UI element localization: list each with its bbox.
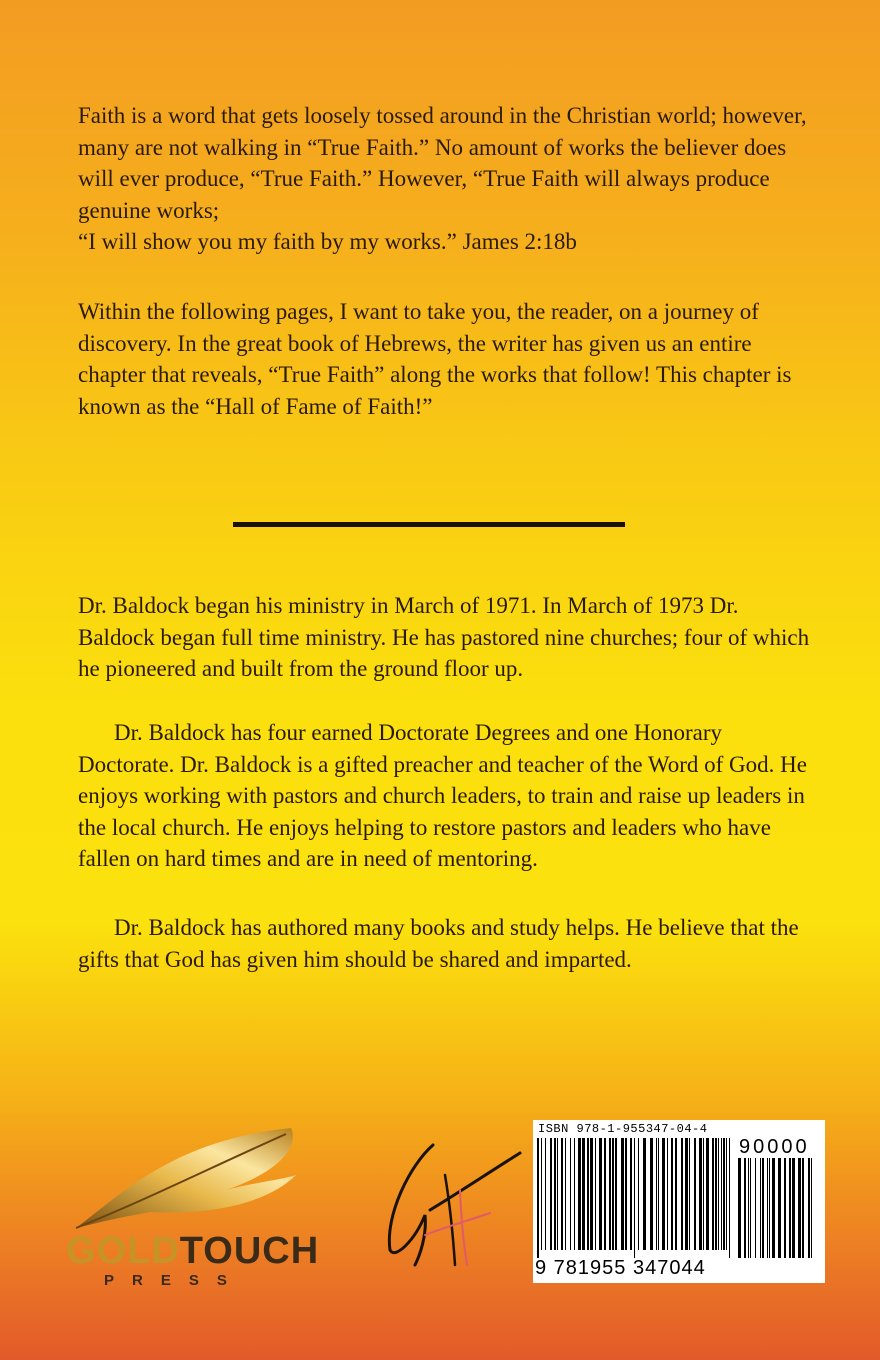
barcode-bar (760, 1158, 761, 1258)
barcode-bar (643, 1138, 646, 1250)
barcode-bar (750, 1158, 751, 1258)
isbn-barcode (533, 1120, 825, 1283)
barcode-bar (554, 1138, 556, 1250)
barcode-bar (615, 1138, 617, 1250)
barcode-bar (738, 1158, 741, 1258)
blurb-text-1: Faith is a word that gets loosely tossed around in the Christian world; however, many are not walking in “True Faith.” No amount of works the believer does will ever produce, “True Faith.” However, “True Faith will always produce genuine works; (78, 103, 807, 223)
barcode-bar (772, 1158, 775, 1258)
barcode-bar (784, 1158, 786, 1258)
blurb-text-2: Within the following pages, I want to take you, the reader, on a journey of discovery. In the great book of Hebrews, the writer has given us an entire chapter that reveals, “True Faith” along the works that follow! This chapter is known as the “Hall of Fame of Faith!” (78, 299, 792, 419)
barcode-bar (630, 1138, 632, 1250)
barcode-bar (748, 1158, 749, 1258)
barcode-bar (561, 1138, 563, 1250)
bio-paragraph-3 (78, 912, 813, 975)
barcode-bar (703, 1138, 704, 1250)
bio-paragraph-2 (78, 717, 813, 875)
barcode-bar (667, 1138, 668, 1250)
barcode-bar (541, 1138, 542, 1250)
feather-icon (56, 1120, 318, 1235)
barcode-bar (550, 1138, 552, 1250)
addon-bars (738, 1158, 820, 1258)
barcode-bar (715, 1138, 717, 1250)
barcode-bar (802, 1158, 804, 1258)
barcode-digits: 9 781955 347044 (535, 1257, 706, 1279)
section-divider (233, 522, 625, 527)
barcode-bar (755, 1158, 756, 1258)
barcode-bar (798, 1158, 801, 1258)
blurb-quote: “I will show you my faith by my works.” James 2:18b (78, 229, 577, 254)
isbn-label: ISBN 978-1-955347-04-4 (538, 1122, 708, 1136)
barcode-bar (582, 1138, 585, 1250)
barcode-bar (662, 1138, 665, 1250)
price-addon-digits: 90000 (739, 1136, 810, 1158)
bio-paragraph-1 (78, 590, 813, 685)
barcode-bar (729, 1138, 730, 1258)
barcode-bar (675, 1138, 677, 1250)
barcode-bar (578, 1138, 581, 1250)
publisher-sub: PRESS (104, 1272, 245, 1289)
barcode-bar (706, 1138, 709, 1250)
barcode-bar (656, 1138, 657, 1250)
barcode-bar (721, 1138, 722, 1250)
barcode-bar (685, 1138, 688, 1250)
blurb-paragraph-2 (78, 296, 813, 422)
barcode-bar (789, 1158, 791, 1258)
barcode-bar (744, 1158, 746, 1258)
barcode-bar (694, 1138, 696, 1250)
barcode-bar (762, 1158, 764, 1258)
barcode-bar (792, 1158, 795, 1258)
barcode-bar (634, 1138, 635, 1258)
barcode-bar (595, 1138, 596, 1250)
barcode-bar (574, 1138, 575, 1250)
publisher-logo (56, 1120, 318, 1290)
barcode-bar (726, 1138, 727, 1250)
barcode-bar (767, 1158, 768, 1258)
blurb-paragraph-1 (78, 100, 813, 258)
barcode-bar (621, 1138, 624, 1250)
barcode-bar (537, 1138, 539, 1258)
monogram-signature (375, 1135, 525, 1270)
barcode-bar (587, 1138, 589, 1250)
publisher-name-gold: GOLD (66, 1230, 180, 1272)
barcode-bar (699, 1138, 702, 1250)
barcode-bar (625, 1138, 627, 1250)
barcode-bar (778, 1158, 781, 1258)
barcode-bar (658, 1138, 659, 1250)
barcode-bar (570, 1138, 571, 1250)
barcode-bars (537, 1138, 733, 1258)
barcode-bar (565, 1138, 566, 1250)
barcode-bar (604, 1138, 606, 1250)
bio-text-1: Dr. Baldock began his ministry in March of 1971. In March of 1973 Dr. Baldock began full time ministry. He has pastored nine churches; four of which he pioneered and built from the ground floor up. (78, 593, 810, 681)
barcode-bar (557, 1138, 558, 1250)
barcode-bar (718, 1138, 719, 1250)
barcode-bar (650, 1138, 653, 1250)
barcode-bar (681, 1138, 683, 1250)
barcode-bar (671, 1138, 673, 1250)
barcode-bar (689, 1138, 690, 1250)
barcode-bar (609, 1138, 611, 1250)
barcode-bar (599, 1138, 602, 1250)
barcode-bar (712, 1138, 714, 1250)
barcode-bar (638, 1138, 639, 1250)
publisher-name-dark: TOUCH (179, 1230, 320, 1272)
barcode-bar (723, 1138, 725, 1250)
barcode-bar (811, 1158, 812, 1258)
bio-text-2: Dr. Baldock has four earned Doctorate Degrees and one Honorary Doctorate. Dr. Baldock is a gifted preacher and teacher of the Word of God. He enjoys working with pastors and church leaders, to train and raise up leaders in the local church. He enjoys helping to restore pastors and leaders who have fallen on hard times and are in need of mentoring. (78, 720, 807, 871)
barcode-bar (590, 1138, 593, 1250)
bio-text-3: Dr. Baldock has authored many books and study helps. He believe that the gifts that God has given him should be shared and imparted. (78, 915, 799, 972)
barcode-bar (808, 1158, 810, 1258)
barcode-bar (545, 1138, 546, 1250)
barcode-bar (612, 1138, 614, 1250)
publisher-name (66, 1230, 319, 1273)
barcode-bar (769, 1158, 770, 1258)
